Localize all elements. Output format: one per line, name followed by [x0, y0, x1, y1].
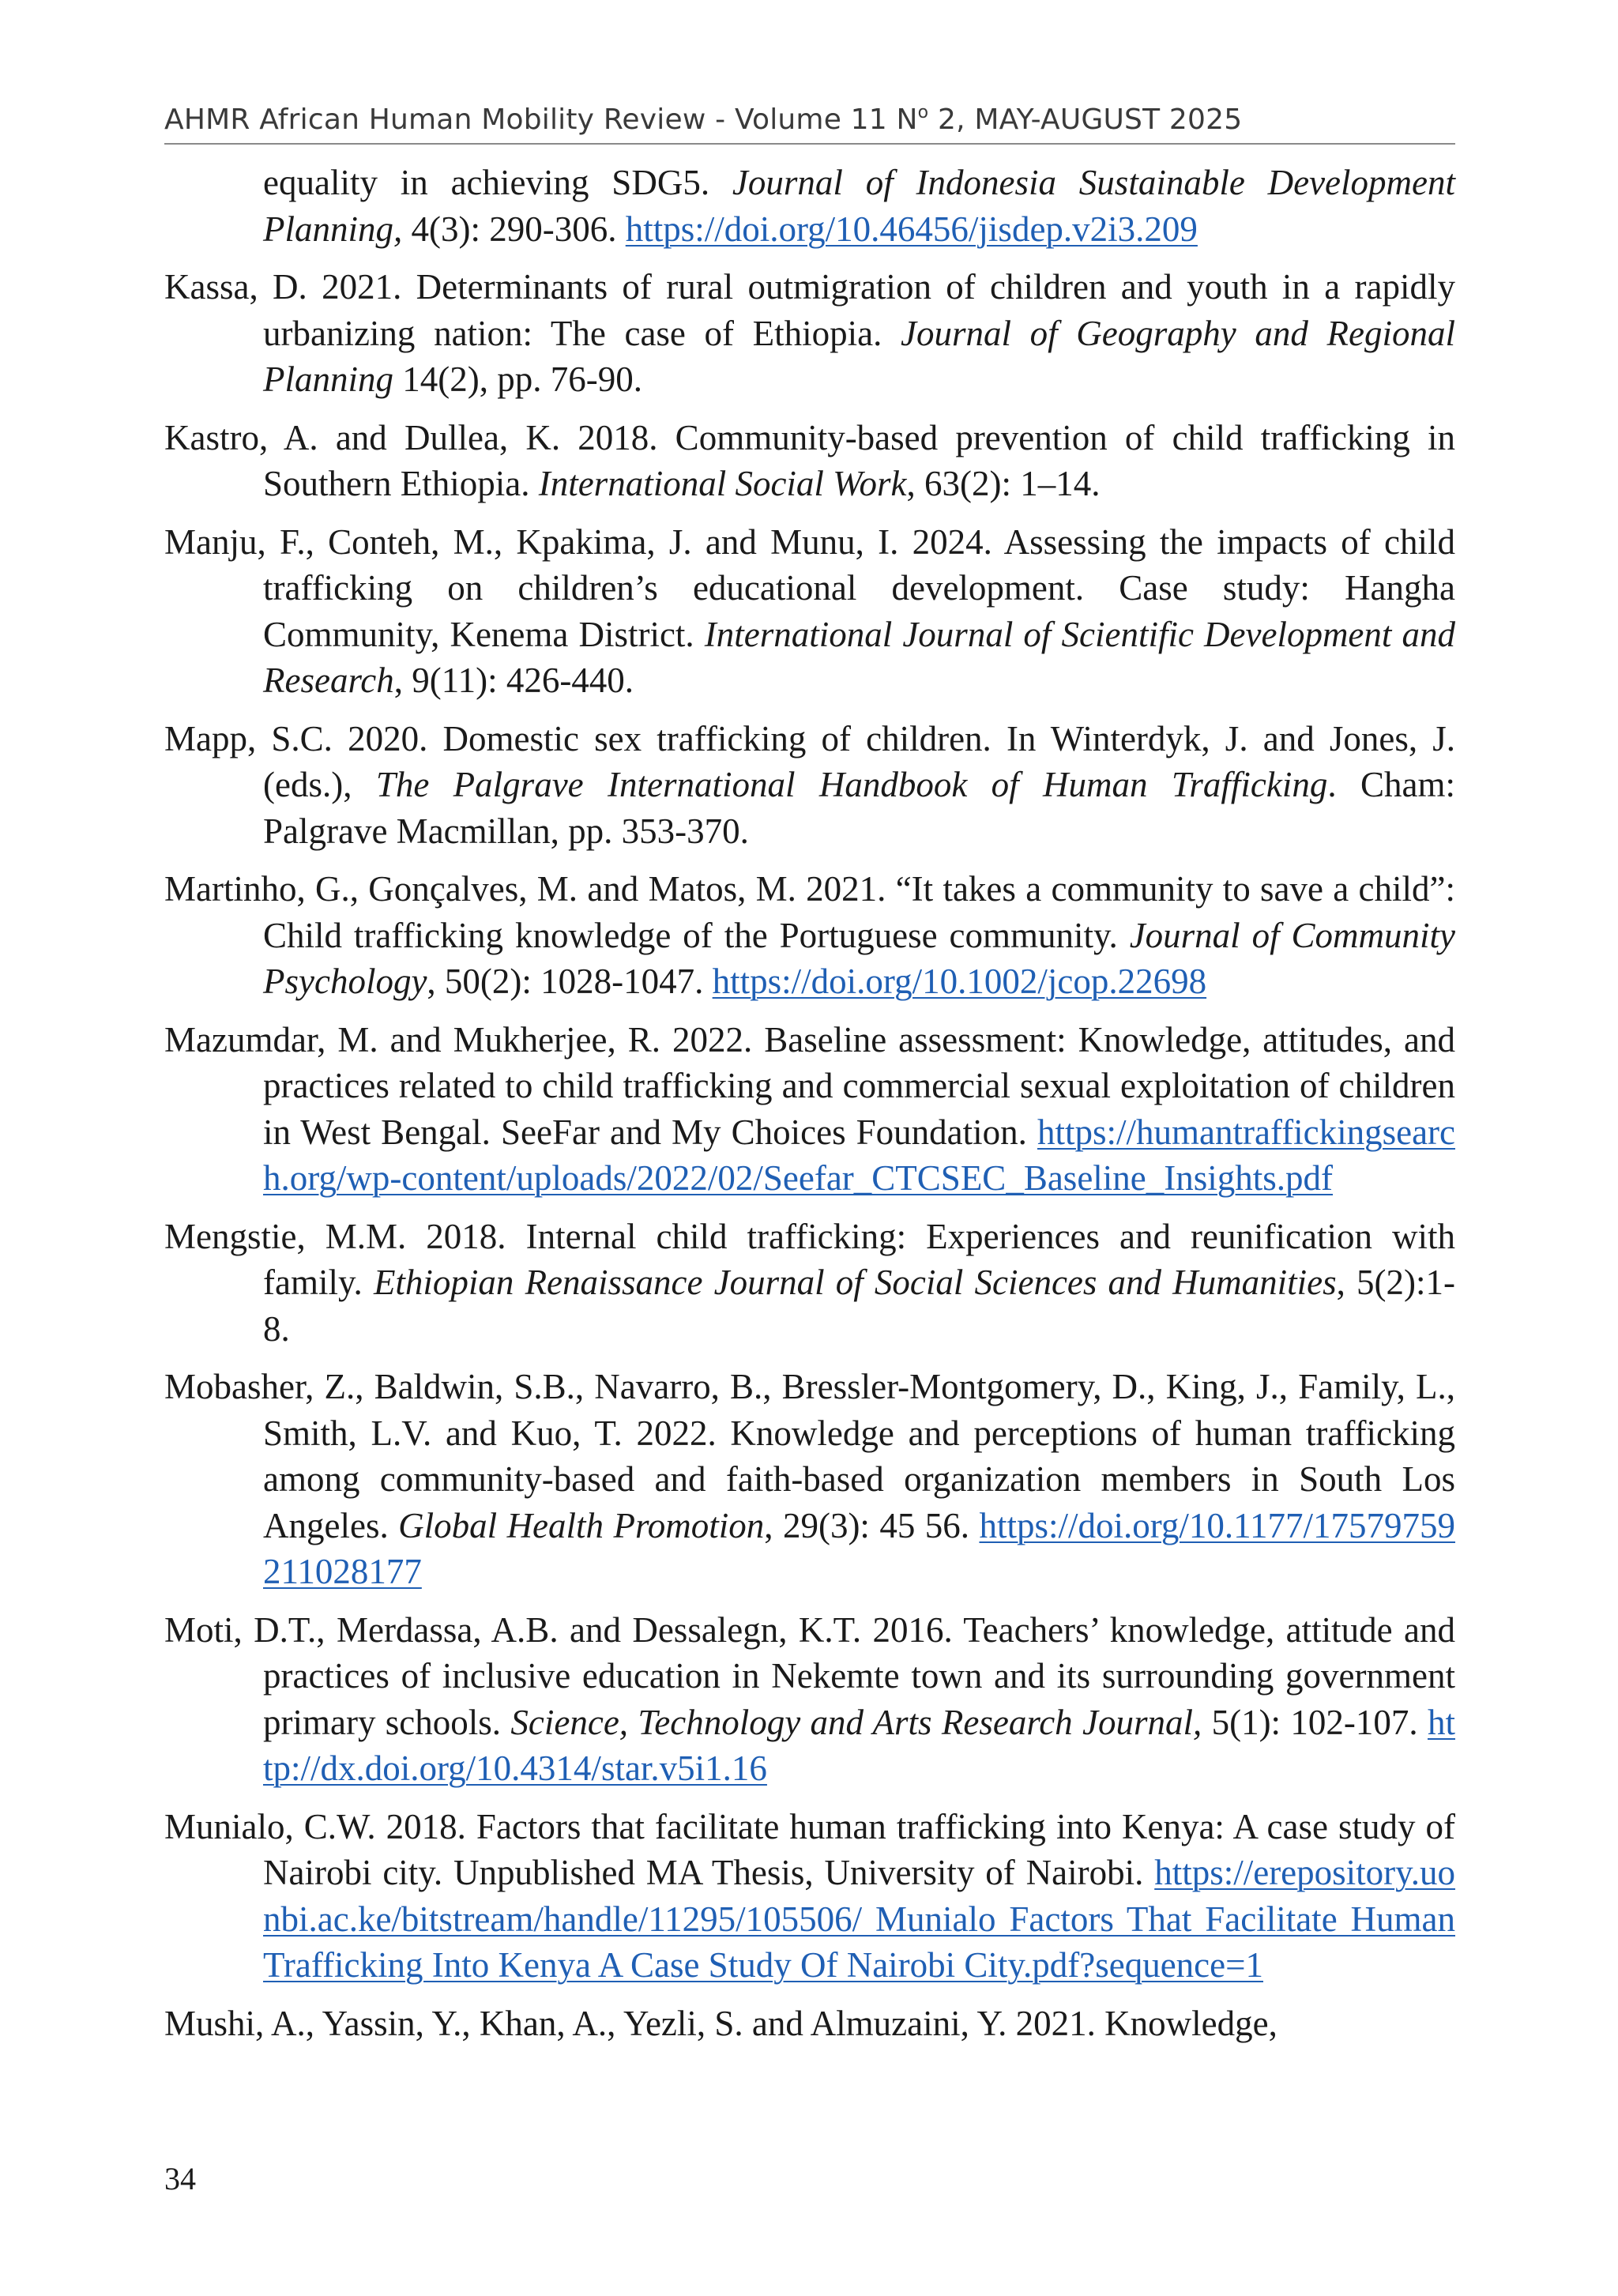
reference-link[interactable]: https://humantraffickingsearch.org/wp-content/uploads/2022/02/Seefar_CTCSEC_Baseline_Insights.pdf [263, 1112, 1455, 1198]
reference-entry [164, 2001, 1455, 2047]
reference-text: Manju, F., Conteh, M., Kpakima, J. and Munu, I. 2024. Assessing the impacts of child trafficking on children’s educational development. Case study: Hangha Community, Kenema District. [164, 521, 1455, 654]
reference-link[interactable]: https://doi.org/10.1002/jcop.22698 [712, 962, 1207, 1001]
reference-entry [164, 1017, 1455, 1202]
reference-source: Journal of Geography and Regional Planning [263, 313, 1455, 399]
reference-source: Science, Technology and Arts Research Journal, [510, 1702, 1202, 1742]
reference-source: International Journal of Scientific Development and Research [263, 614, 1455, 700]
reference-details: . Cham: Palgrave Macmillan, pp. 353-370. [263, 765, 1455, 851]
reference-entry [164, 160, 1455, 252]
journal-title: AHMR African Human Mobility Review - Volume 11 N [164, 104, 918, 136]
reference-entry [164, 866, 1455, 1005]
reference-text: equality in achieving SDG5. [263, 163, 732, 202]
reference-details: 5(1): 102-107. [1202, 1702, 1428, 1742]
issue-info: 2, MAY-AUGUST 2025 [928, 104, 1243, 136]
reference-entry [164, 415, 1455, 507]
reference-details: , 29(3): 45 56. [764, 1505, 980, 1545]
number-superscript: o [917, 103, 929, 122]
reference-details: 14(2), pp. 76-90. [393, 359, 642, 399]
reference-entry [164, 264, 1455, 403]
reference-source: Ethiopian Renaissance Journal of Social Sciences and Humanities [373, 1263, 1337, 1302]
reference-text: Kastro, A. and Dullea, K. 2018. Community-based prevention of child trafficking in Southern Ethiopia. [164, 417, 1455, 503]
reference-link[interactable]: https://erepository.uonbi.ac.ke/bitstream/handle/11295/105506/ Munialo Factors That Facilitate Human Trafficking Into Kenya A Case Study Of Nairobi City.pdf?sequence=1 [263, 1853, 1455, 1985]
reference-text: Kassa, D. 2021. Determinants of rural outmigration of children and youth in a rapidly urbanizing nation: The case of Ethiopia. [164, 267, 1455, 353]
reference-text: Mushi, A., Yassin, Y., Khan, A., Yezli, S. and Almuzaini, Y. 2021. Knowledge, [164, 2003, 1277, 2043]
reference-list [164, 160, 1455, 2058]
reference-link[interactable]: http://dx.doi.org/10.4314/star.v5i1.16 [263, 1702, 1455, 1788]
reference-text: Mobasher, Z., Baldwin, S.B., Navarro, B., Bressler-Montgomery, D., King, J., Family, L., Smith, L.V. and Kuo, T. 2022. Knowledge and perceptions of human trafficking among community-based and faith-based organization members in South Los Angeles. [164, 1367, 1455, 1545]
reference-text: Mapp, S.C. 2020. Domestic sex trafficking of children. In Winterdyk, J. and Jones, J. (eds.), [164, 718, 1455, 804]
reference-source: International Social Work [538, 464, 907, 503]
reference-text: Munialo, C.W. 2018. Factors that facilitate human trafficking into Kenya: A case study of Nairobi city. Unpublished MA Thesis, University of Nairobi. [164, 1806, 1455, 1892]
reference-entry [164, 1364, 1455, 1595]
reference-details: , 50(2): 1028-1047. [427, 962, 713, 1001]
reference-entry [164, 1607, 1455, 1792]
reference-entry [164, 1214, 1455, 1353]
reference-source: The Palgrave International Handbook of Human Trafficking [375, 765, 1328, 804]
reference-source: Journal of Community Psychology [263, 915, 1455, 1001]
reference-link[interactable]: https://doi.org/10.1177/17579759211028177 [263, 1505, 1455, 1591]
reference-text: Mazumdar, M. and Mukherjee, R. 2022. Baseline assessment: Knowledge, attitudes, and practices related to child trafficking and commercial sexual exploitation of children in West Bengal. SeeFar and My Choices Foundation. [164, 1019, 1455, 1152]
reference-text: Moti, D.T., Merdassa, A.B. and Dessalegn, K.T. 2016. Teachers’ knowledge, attitude and practices of inclusive education in Nekemte town and its surrounding government primary schools. [164, 1609, 1455, 1742]
reference-details: , 9(11): 426-440. [393, 661, 634, 700]
reference-entry [164, 519, 1455, 704]
reference-details: , 5(2):1-8. [263, 1263, 1455, 1349]
reference-text: Martinho, G., Gonçalves, M. and Matos, M. 2021. “It takes a community to save a child”: Child trafficking knowledge of the Portuguese community. [164, 869, 1455, 955]
reference-entry [164, 716, 1455, 855]
running-header [164, 101, 1455, 139]
reference-details: 4(3): 290-306. [402, 209, 626, 249]
reference-details: , 63(2): 1–14. [906, 464, 1101, 503]
reference-text: Mengstie, M.M. 2018. Internal child trafficking: Experiences and reunification with family. [164, 1216, 1455, 1302]
reference-source: Journal of Indonesia Sustainable Development Planning, [263, 163, 1455, 249]
reference-source: Global Health Promotion [398, 1505, 765, 1545]
reference-link[interactable]: https://doi.org/10.46456/jisdep.v2i3.209 [625, 209, 1198, 249]
page-number: 34 [164, 2161, 196, 2196]
header-rule [164, 143, 1455, 145]
reference-entry [164, 1804, 1455, 1989]
